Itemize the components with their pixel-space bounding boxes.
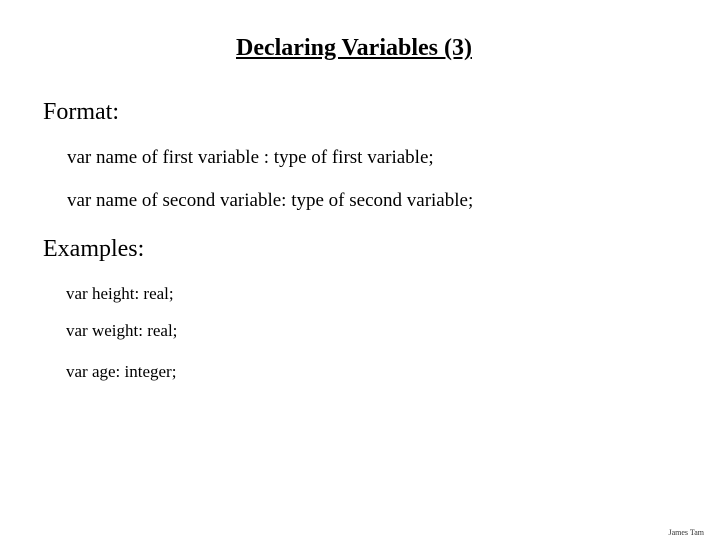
example-line-2: var weight: real;: [66, 321, 178, 340]
example-line-3: var age: integer;: [66, 362, 177, 381]
slide-title: Declaring Variables (3): [236, 35, 472, 61]
format-line-2: var name of second variable: type of second variable;: [67, 190, 474, 211]
example-line-1: var height: real;: [66, 284, 174, 303]
author-footer: James Tam: [668, 528, 704, 537]
examples-heading: Examples:: [43, 236, 145, 262]
format-line-1: var name of first variable : type of first variable;: [67, 147, 434, 168]
format-heading: Format:: [43, 99, 119, 125]
